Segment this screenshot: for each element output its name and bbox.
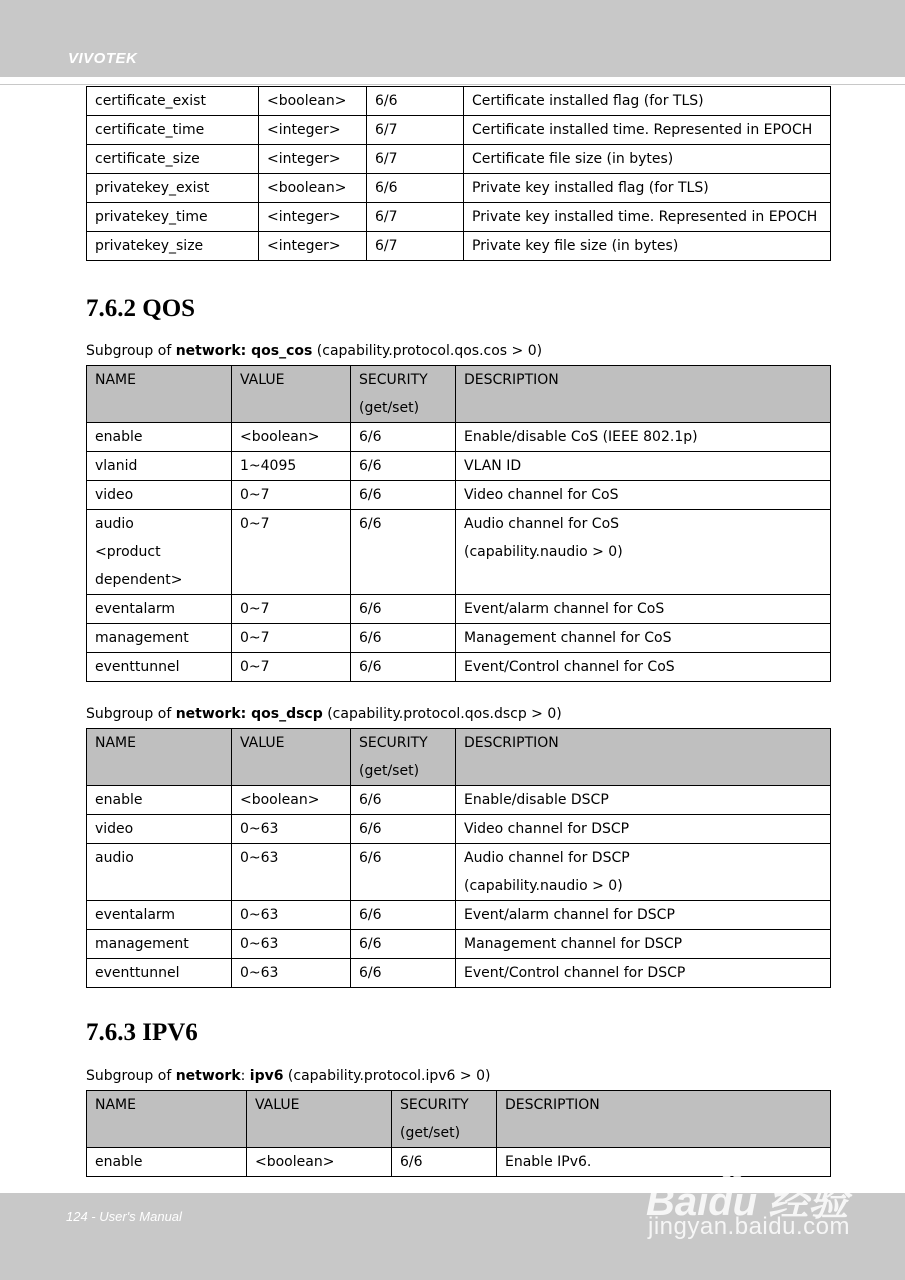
table-header-row bbox=[87, 1091, 831, 1148]
cell: 6/6 bbox=[367, 174, 464, 203]
subgroup-caption-cos bbox=[86, 343, 542, 359]
cell: 6/7 bbox=[367, 232, 464, 261]
column-header: NAME bbox=[87, 729, 232, 786]
column-header: DESCRIPTION bbox=[456, 366, 831, 423]
cell: Event/alarm channel for DSCP bbox=[456, 901, 831, 930]
cell: 0~7 bbox=[232, 510, 351, 595]
cell: management bbox=[87, 930, 232, 959]
section-heading-qos: 7.6.2 QOS bbox=[86, 295, 196, 322]
cell: 6/6 bbox=[351, 844, 456, 901]
table-row bbox=[87, 815, 831, 844]
subgroup-caption-ipv6 bbox=[86, 1068, 490, 1084]
cell: vlanid bbox=[87, 452, 232, 481]
caption-bold: network: qos_cos bbox=[175, 343, 313, 359]
cell: VLAN ID bbox=[456, 452, 831, 481]
header-divider bbox=[0, 84, 905, 85]
cell: Management channel for CoS bbox=[456, 624, 831, 653]
cell: Event/Control channel for DSCP bbox=[456, 959, 831, 988]
cell: 6/6 bbox=[392, 1148, 497, 1177]
paw-icon: ✿ bbox=[716, 1143, 748, 1187]
cell: Certificate file size (in bytes) bbox=[464, 145, 831, 174]
cell: Video channel for CoS bbox=[456, 481, 831, 510]
cell: certificate_exist bbox=[87, 87, 259, 116]
cell: 6/7 bbox=[367, 116, 464, 145]
table-header-row bbox=[87, 366, 831, 423]
section-heading-ipv6: 7.6.3 IPV6 bbox=[86, 1019, 198, 1046]
header-line: (get/set) bbox=[359, 400, 420, 416]
cell-line: audio bbox=[95, 516, 134, 532]
table-row bbox=[87, 959, 831, 988]
column-header: DESCRIPTION bbox=[497, 1091, 831, 1148]
cell: 6/6 bbox=[351, 452, 456, 481]
cell: 6/7 bbox=[367, 203, 464, 232]
cell: enable bbox=[87, 1148, 247, 1177]
column-header bbox=[392, 1091, 497, 1148]
cell: <integer> bbox=[259, 116, 367, 145]
cell: 6/7 bbox=[367, 145, 464, 174]
cell: enable bbox=[87, 423, 232, 452]
cell bbox=[456, 844, 831, 901]
cell: <boolean> bbox=[259, 87, 367, 116]
column-header: NAME bbox=[87, 1091, 247, 1148]
cell: <integer> bbox=[259, 145, 367, 174]
column-header: VALUE bbox=[232, 729, 351, 786]
table-row bbox=[87, 116, 831, 145]
cell-line: <product bbox=[95, 544, 161, 560]
cell: Video channel for DSCP bbox=[456, 815, 831, 844]
cell-line: Audio channel for CoS bbox=[464, 516, 620, 532]
caption-text: Subgroup of bbox=[86, 706, 176, 722]
cell: <boolean> bbox=[232, 423, 351, 452]
qos-cos-table bbox=[86, 365, 831, 682]
cell: 6/6 bbox=[351, 815, 456, 844]
watermark-text: Bai bbox=[646, 1180, 709, 1224]
table-row bbox=[87, 595, 831, 624]
caption-bold: ipv6 bbox=[249, 1068, 284, 1084]
cell: enable bbox=[87, 786, 232, 815]
table-row bbox=[87, 452, 831, 481]
caption-text: : bbox=[240, 1068, 250, 1084]
cell: 6/6 bbox=[351, 624, 456, 653]
column-header: VALUE bbox=[247, 1091, 392, 1148]
header-line: SECURITY bbox=[359, 735, 428, 751]
cell: 6/6 bbox=[351, 901, 456, 930]
cell: 0~7 bbox=[232, 624, 351, 653]
header-line: SECURITY bbox=[359, 372, 428, 388]
page-number: 124 - User's Manual bbox=[66, 1209, 182, 1224]
cell: <boolean> bbox=[259, 174, 367, 203]
header-line: (get/set) bbox=[359, 763, 420, 779]
cell: eventtunnel bbox=[87, 959, 232, 988]
cell: 0~7 bbox=[232, 481, 351, 510]
cell-line: (capability.naudio > 0) bbox=[464, 878, 623, 894]
cell: 1~4095 bbox=[232, 452, 351, 481]
caption-text: (capability.protocol.ipv6 > 0) bbox=[283, 1068, 491, 1084]
cell: video bbox=[87, 481, 232, 510]
table-header-row bbox=[87, 729, 831, 786]
cell: audio bbox=[87, 844, 232, 901]
column-header: VALUE bbox=[232, 366, 351, 423]
cell: 0~63 bbox=[232, 930, 351, 959]
table-row bbox=[87, 232, 831, 261]
cell: Event/Control channel for CoS bbox=[456, 653, 831, 682]
cell: eventtunnel bbox=[87, 653, 232, 682]
cell: 0~7 bbox=[232, 653, 351, 682]
watermark-url: jingyan.baidu.com bbox=[648, 1213, 850, 1240]
cell bbox=[87, 510, 232, 595]
cell: 6/6 bbox=[351, 653, 456, 682]
cell: <boolean> bbox=[232, 786, 351, 815]
header-line: SECURITY bbox=[400, 1097, 469, 1113]
cell: Enable IPv6. bbox=[497, 1148, 831, 1177]
cell: 0~7 bbox=[232, 595, 351, 624]
cell: 0~63 bbox=[232, 815, 351, 844]
cell: eventalarm bbox=[87, 595, 232, 624]
cell: 6/6 bbox=[351, 595, 456, 624]
cell: Private key installed flag (for TLS) bbox=[464, 174, 831, 203]
table-row bbox=[87, 930, 831, 959]
cell: <integer> bbox=[259, 232, 367, 261]
cell: 6/6 bbox=[367, 87, 464, 116]
cell: certificate_size bbox=[87, 145, 259, 174]
cell: Certificate installed time. Represented in EPOCH bbox=[464, 116, 831, 145]
table-row bbox=[87, 786, 831, 815]
certificate-table bbox=[86, 86, 831, 261]
cell: 6/6 bbox=[351, 510, 456, 595]
cell: privatekey_exist bbox=[87, 174, 259, 203]
table-row bbox=[87, 653, 831, 682]
cell: Private key installed time. Represented in EPOCH bbox=[464, 203, 831, 232]
cell: Event/alarm channel for CoS bbox=[456, 595, 831, 624]
cell-line: Audio channel for DSCP bbox=[464, 850, 630, 866]
caption-text: Subgroup of bbox=[86, 1068, 176, 1084]
cell: 6/6 bbox=[351, 959, 456, 988]
caption-bold: network bbox=[175, 1068, 241, 1084]
cell-line: dependent> bbox=[95, 572, 183, 588]
cell: 6/6 bbox=[351, 786, 456, 815]
cell: 6/6 bbox=[351, 930, 456, 959]
caption-text: (capability.protocol.qos.dscp > 0) bbox=[322, 706, 562, 722]
table-row bbox=[87, 481, 831, 510]
cell: <integer> bbox=[259, 203, 367, 232]
cell: privatekey_size bbox=[87, 232, 259, 261]
cell: 0~63 bbox=[232, 844, 351, 901]
cell: 6/6 bbox=[351, 481, 456, 510]
header-line: (get/set) bbox=[400, 1125, 461, 1141]
cell-line: (capability.naudio > 0) bbox=[464, 544, 623, 560]
column-header bbox=[351, 366, 456, 423]
table-row bbox=[87, 87, 831, 116]
cell: 6/6 bbox=[351, 423, 456, 452]
cell: 0~63 bbox=[232, 959, 351, 988]
cell: privatekey_time bbox=[87, 203, 259, 232]
table-row bbox=[87, 844, 831, 901]
cell: Enable/disable CoS (IEEE 802.1p) bbox=[456, 423, 831, 452]
table-row bbox=[87, 174, 831, 203]
table-row bbox=[87, 203, 831, 232]
cell: management bbox=[87, 624, 232, 653]
cell: eventalarm bbox=[87, 901, 232, 930]
table-row bbox=[87, 624, 831, 653]
cell: Certificate installed flag (for TLS) bbox=[464, 87, 831, 116]
table-row bbox=[87, 145, 831, 174]
cell: Private key file size (in bytes) bbox=[464, 232, 831, 261]
watermark-text: du 经验 bbox=[708, 1180, 849, 1224]
column-header: DESCRIPTION bbox=[456, 729, 831, 786]
subgroup-caption-dscp bbox=[86, 706, 562, 722]
cell bbox=[456, 510, 831, 595]
brand-logo: VIVOTEK bbox=[68, 50, 138, 67]
cell: 0~63 bbox=[232, 901, 351, 930]
caption-text: Subgroup of bbox=[86, 343, 176, 359]
cell: video bbox=[87, 815, 232, 844]
column-header bbox=[351, 729, 456, 786]
caption-text: (capability.protocol.qos.cos > 0) bbox=[312, 343, 543, 359]
cell: <boolean> bbox=[247, 1148, 392, 1177]
cell: Management channel for DSCP bbox=[456, 930, 831, 959]
table-row bbox=[87, 423, 831, 452]
cell: certificate_time bbox=[87, 116, 259, 145]
qos-dscp-table bbox=[86, 728, 831, 988]
cell: Enable/disable DSCP bbox=[456, 786, 831, 815]
table-row bbox=[87, 901, 831, 930]
column-header: NAME bbox=[87, 366, 232, 423]
table-row bbox=[87, 510, 831, 595]
caption-bold: network: qos_dscp bbox=[175, 706, 323, 722]
